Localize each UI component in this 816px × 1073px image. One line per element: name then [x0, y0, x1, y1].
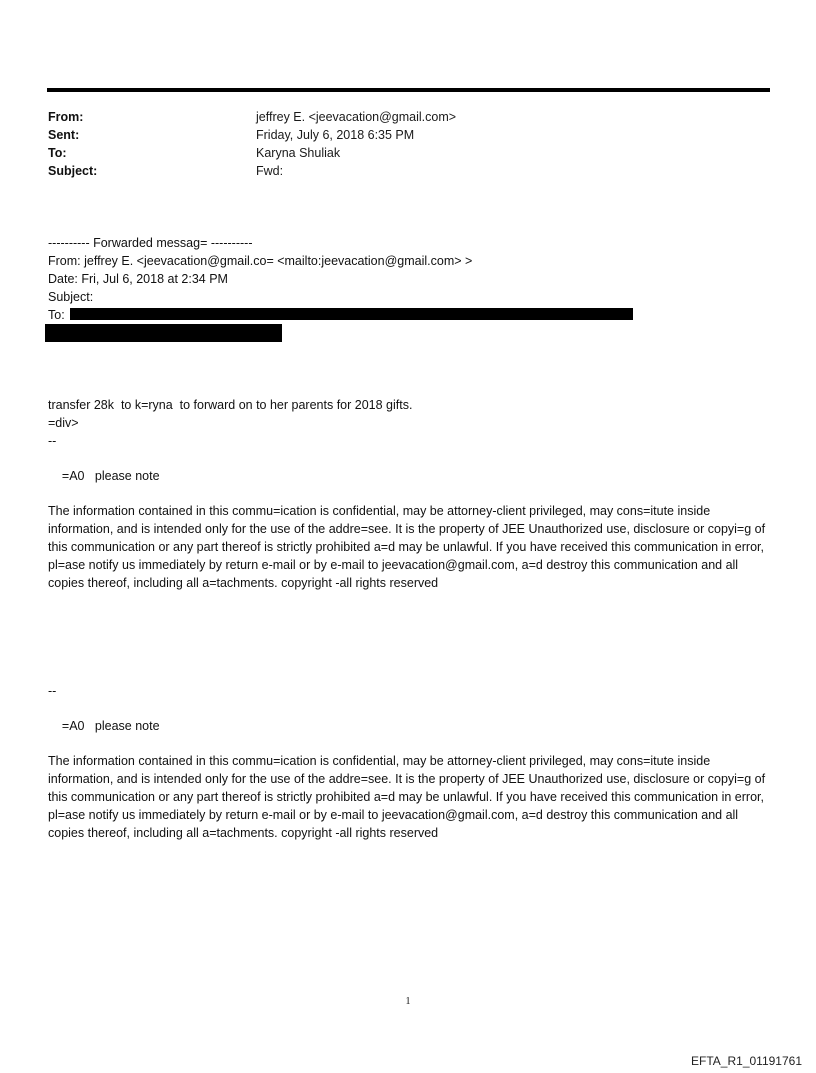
message-line: =div>: [48, 416, 79, 430]
from-row: [48, 108, 456, 126]
email-header: [48, 108, 456, 180]
please-note-line: =A0 please note: [48, 719, 160, 733]
to-value: Karyna Shuliak: [256, 146, 341, 160]
subject-row: [48, 162, 456, 180]
forwarded-to: To:: [48, 308, 65, 322]
message-body: [48, 396, 773, 450]
from-label: From:: [48, 110, 84, 124]
to-row: [48, 144, 456, 162]
header-rule: [47, 88, 770, 92]
from-value: jeffrey E. <jeevacation@gmail.com>: [256, 110, 457, 124]
subject-value: Fwd:: [256, 164, 284, 178]
redaction-bar: [70, 308, 633, 320]
to-label: To:: [48, 146, 67, 160]
confidentiality-notice: The information contained in this commu=ication is confidential, may be attorney-client privileged, may cons=itute inside information, and is intended only for the use of the addre=see. It is the property of JEE Unauthorized use, disclosure or copyi=g of this communication or any part thereof is strictly prohibited a=d may be unlawful. If you have received this communication in error, pl=ase notify us immediately by return e-mail or by e-mail to jeevacation@gmail.com, a=d destroy this communication and all copies thereof, including all a=tachments. copyright -all rights reserved: [48, 504, 766, 590]
subject-label: Subject:: [48, 164, 98, 178]
forwarded-from: From: jeffrey E. <jeevacation@gmail.co= <mailto:jeevacation@gmail.com> >: [48, 254, 473, 268]
sent-value: Friday, July 6, 2018 6:35 PM: [256, 128, 415, 142]
sent-row: [48, 126, 456, 144]
page-number: 1: [405, 996, 411, 1007]
confidentiality-notice: The information contained in this commu=ication is confidential, may be attorney-client privileged, may cons=itute inside information, and is intended only for the use of the addre=see. It is the property of JEE Unauthorized use, disclosure or copyi=g of this communication or any part thereof is strictly prohibited a=d may be unlawful. If you have received this communication in error, pl=ase notify us immediately by return e-mail or by e-mail to jeevacation@gmail.com, a=d destroy this communication and all copies thereof, including all a=tachments. copyright -all rights reserved: [48, 754, 766, 840]
forwarded-divider: ---------- Forwarded messag= ----------: [48, 236, 253, 250]
message-line: transfer 28k to k=ryna to forward on to her parents for 2018 gifts.: [48, 398, 413, 412]
please-note-line: =A0 please note: [48, 469, 160, 483]
sent-label: Sent:: [48, 128, 80, 142]
signature-separator: --: [48, 684, 57, 698]
message-separator: --: [48, 434, 57, 448]
redaction-bar: [45, 324, 282, 342]
forwarded-subject: Subject:: [48, 290, 94, 304]
forwarded-date: Date: Fri, Jul 6, 2018 at 2:34 PM: [48, 272, 228, 286]
bates-number: EFTA_R1_01191761: [691, 1054, 802, 1068]
